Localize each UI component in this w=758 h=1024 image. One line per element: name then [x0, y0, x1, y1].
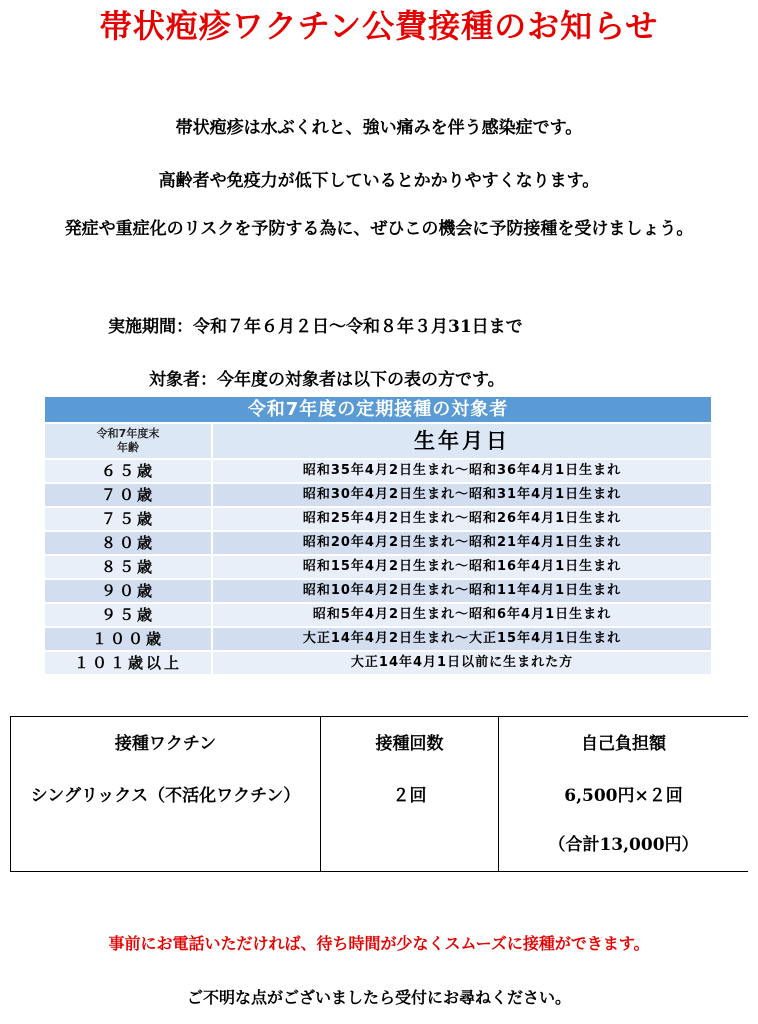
cost-value: 6,500円×２回	[564, 786, 683, 806]
count-value: ２回	[392, 786, 427, 806]
age-cell: ７０歳	[100, 486, 155, 504]
intro-line-2: 高齢者や免疫力が低下しているとかかりやすくなります。	[158, 171, 600, 191]
eligibility-table-title: 令和7年度の定期接種の対象者	[45, 397, 711, 422]
count-header: 接種回数	[375, 734, 444, 754]
cost-column	[499, 717, 748, 871]
eligibility-table	[45, 397, 711, 674]
vaccine-table	[10, 716, 748, 872]
header-age-line2: 年齢	[117, 441, 139, 454]
age-cell: ７５歳	[100, 510, 155, 528]
table-row	[45, 482, 711, 506]
table-row	[45, 458, 711, 482]
age-cell: １０１歳以上	[73, 654, 182, 672]
birth-cell: 昭和10年4月2日生まれ～昭和11年4月1日生まれ	[211, 580, 711, 602]
table-row	[45, 602, 711, 626]
birth-cell: 大正14年4月1日以前に生まれた方	[211, 652, 711, 674]
birth-cell: 昭和30年4月2日生まれ～昭和31年4月1日生まれ	[211, 484, 711, 506]
age-cell: ９０歳	[100, 582, 155, 600]
table-row	[45, 578, 711, 602]
age-cell: ９５歳	[100, 606, 155, 624]
header-age-line1: 令和7年度末	[96, 427, 160, 440]
header-birth: 生年月日	[211, 424, 711, 458]
eligibility-table-header	[45, 422, 711, 458]
birth-cell: 昭和20年4月2日生まれ～昭和21年4月1日生まれ	[211, 532, 711, 554]
table-row	[45, 554, 711, 578]
inquiry-notice: ご不明な点がございましたら受付にお尋ねください。	[186, 988, 571, 1007]
age-cell: ８５歳	[100, 558, 155, 576]
cost-total: （合計13,000円）	[548, 835, 699, 855]
vaccine-column	[11, 717, 321, 871]
table-row	[45, 650, 711, 674]
header-age	[45, 424, 211, 458]
birth-cell: 昭和35年4月2日生まれ～昭和36年4月1日生まれ	[211, 460, 711, 482]
implementation-period: 実施期間：令和７年６月２日～令和８年３月31日まで	[108, 317, 523, 337]
phone-reservation-notice: 事前にお電話いただければ、待ち時間が少なくスムーズに接種ができます。	[108, 934, 650, 953]
birth-cell: 昭和25年4月2日生まれ～昭和26年4月1日生まれ	[211, 508, 711, 530]
page-title: 帯状疱疹ワクチン公費接種のお知らせ	[99, 7, 659, 45]
birth-cell: 大正14年4月2日生まれ～大正15年4月1日生まれ	[211, 628, 711, 650]
count-column	[321, 717, 499, 871]
birth-cell: 昭和5年4月2日生まれ～昭和6年4月1日生まれ	[211, 604, 711, 626]
birth-cell: 昭和15年4月2日生まれ～昭和16年4月1日生まれ	[211, 556, 711, 578]
table-row	[45, 506, 711, 530]
age-cell: ８０歳	[100, 534, 155, 552]
age-cell: １００歳	[91, 630, 164, 648]
cost-header: 自己負担額	[581, 734, 666, 754]
vaccine-name: シングリックス（不活化ワクチン）	[30, 786, 301, 806]
vaccine-header: 接種ワクチン	[114, 734, 217, 754]
table-row	[45, 530, 711, 554]
age-cell: ６５歳	[100, 462, 155, 480]
intro-line-3: 発症や重症化のリスクを予防する為に、ぜひこの機会に予防接種を受けましょう。	[64, 219, 694, 239]
target-persons: 対象者：今年度の対象者は以下の表の方です。	[149, 370, 505, 390]
intro-line-1: 帯状疱疹は水ぶくれと、強い痛みを伴う感染症です。	[175, 118, 583, 138]
table-row	[45, 626, 711, 650]
